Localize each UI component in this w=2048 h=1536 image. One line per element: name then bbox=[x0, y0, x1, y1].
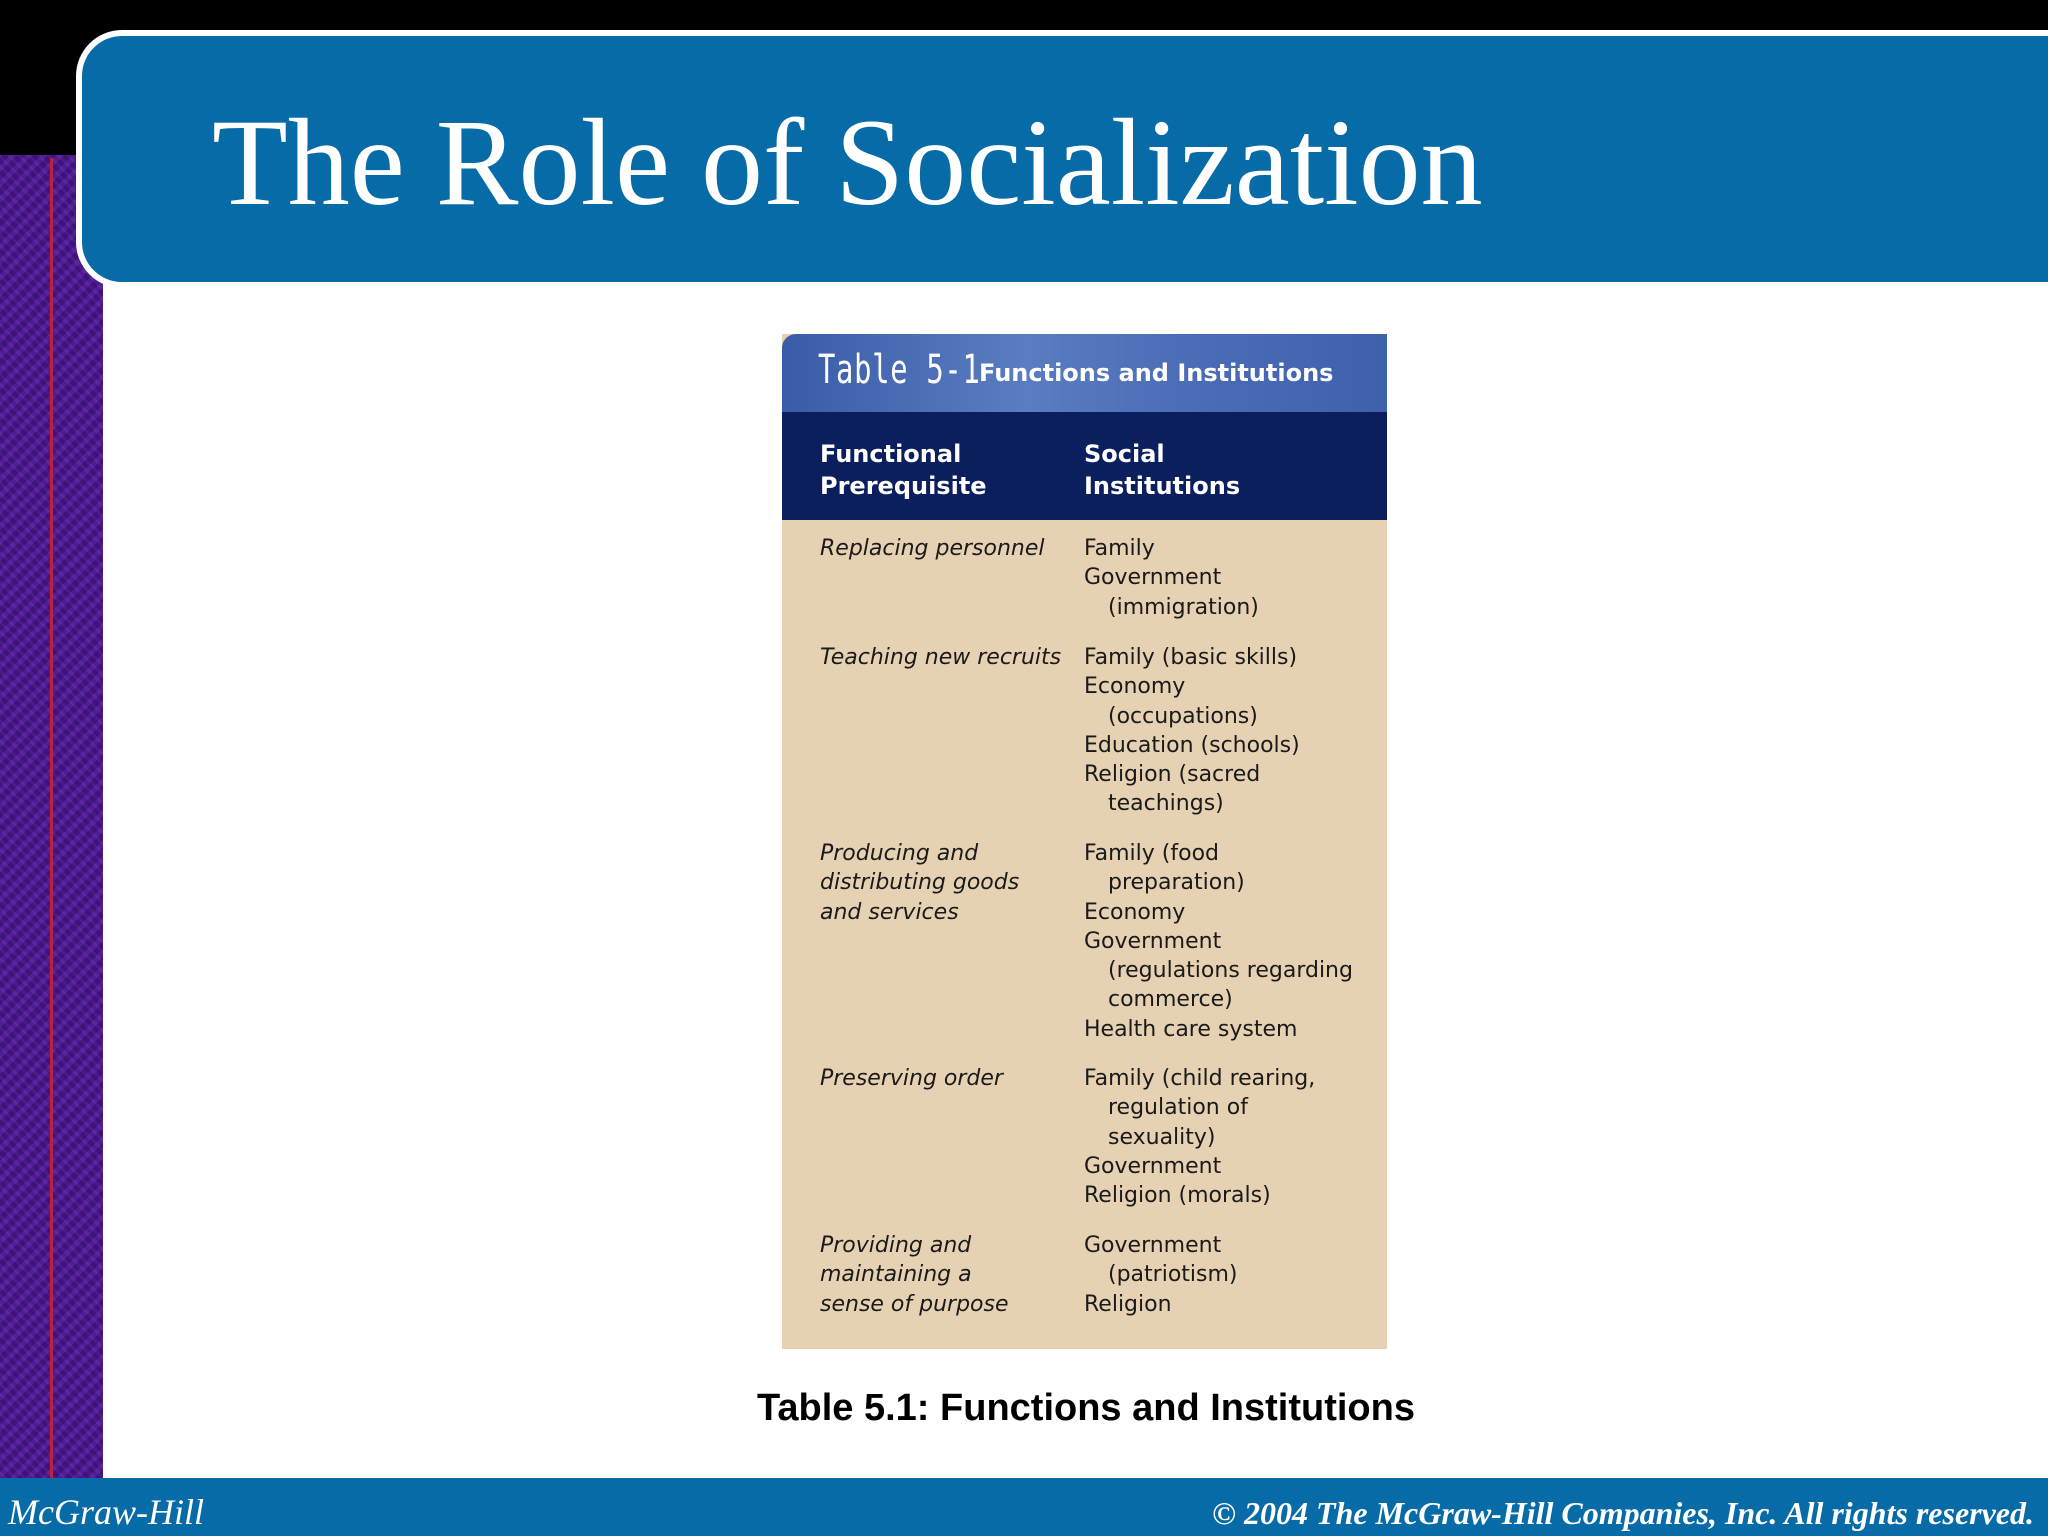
column-header-functional-prerequisite bbox=[820, 438, 1060, 502]
cell-line: distributing goods bbox=[820, 870, 1020, 896]
cell-line: Family (basic skills) bbox=[1084, 645, 1298, 670]
social-institutions-cell bbox=[1084, 534, 1374, 622]
cell-line: Government bbox=[1084, 565, 1222, 591]
cell-line: Government bbox=[1084, 928, 1222, 954]
social-institutions-cell bbox=[1084, 1231, 1374, 1319]
cell-line: sense of purpose bbox=[820, 1291, 1009, 1317]
cell-line: Family (child rearing, bbox=[1084, 1066, 1316, 1091]
cell-line: (occupations) bbox=[1108, 703, 1258, 729]
column-header-line: Prerequisite bbox=[820, 472, 987, 500]
social-institutions-cell bbox=[1084, 643, 1374, 819]
cell-line: Family bbox=[1084, 536, 1155, 561]
cell-line: Government bbox=[1084, 1153, 1222, 1179]
cell-line: maintaining a bbox=[820, 1262, 972, 1288]
functional-prerequisite-cell bbox=[820, 534, 1070, 563]
cell-line: (patriotism) bbox=[1108, 1262, 1238, 1288]
slide-title: The Role of Socialization bbox=[212, 94, 1483, 231]
column-header-line: Institutions bbox=[1084, 472, 1241, 500]
cell-line: Education (schools) bbox=[1084, 732, 1300, 758]
functional-prerequisite-cell bbox=[820, 643, 1070, 672]
table-caption: Table 5.1: Functions and Institutions bbox=[757, 1387, 1415, 1429]
cell-line: teachings) bbox=[1108, 791, 1224, 817]
cell-line: Economy bbox=[1084, 674, 1186, 700]
footer-copyright: © 2004 The McGraw-Hill Companies, Inc. All rights reserved. bbox=[1212, 1495, 2034, 1531]
cell-line: Religion (morals) bbox=[1084, 1183, 1271, 1209]
column-header-line: Social bbox=[1084, 440, 1165, 468]
cell-line: Religion (sacred bbox=[1084, 762, 1261, 788]
cell-line: Replacing personnel bbox=[820, 536, 1045, 561]
cell-line: Government bbox=[1084, 1233, 1222, 1258]
functions-institutions-table bbox=[782, 334, 1387, 1349]
cell-line: sexuality) bbox=[1108, 1124, 1216, 1150]
red-accent-line-vertical bbox=[50, 158, 53, 1485]
cell-line: preparation) bbox=[1108, 870, 1245, 896]
cell-line: and services bbox=[820, 899, 959, 925]
cell-line: Economy bbox=[1084, 899, 1186, 925]
table-number: Table 5-1 bbox=[818, 347, 981, 393]
cell-line: Producing and bbox=[820, 841, 979, 866]
cell-line: Preserving order bbox=[820, 1066, 1003, 1091]
functional-prerequisite-cell bbox=[820, 1231, 1070, 1319]
cell-line: Providing and bbox=[820, 1233, 972, 1258]
column-header-line: Functional bbox=[820, 440, 962, 468]
cell-line: (regulations regarding bbox=[1108, 958, 1353, 984]
table-title: Functions and Institutions bbox=[979, 359, 1334, 387]
cell-line: Health care system bbox=[1084, 1016, 1298, 1042]
cell-line: Family (food bbox=[1084, 841, 1219, 866]
functional-prerequisite-cell bbox=[820, 1064, 1070, 1093]
cell-line: regulation of bbox=[1108, 1095, 1248, 1121]
footer-publisher: McGraw-Hill bbox=[8, 1492, 204, 1532]
cell-line: Religion bbox=[1084, 1291, 1172, 1317]
social-institutions-cell bbox=[1084, 1064, 1374, 1210]
cell-line: (immigration) bbox=[1108, 594, 1259, 620]
functional-prerequisite-cell bbox=[820, 839, 1070, 927]
cell-line: Teaching new recruits bbox=[820, 645, 1062, 670]
social-institutions-cell bbox=[1084, 839, 1374, 1044]
cell-line: commerce) bbox=[1108, 987, 1233, 1013]
column-header-social-institutions bbox=[1084, 438, 1324, 502]
